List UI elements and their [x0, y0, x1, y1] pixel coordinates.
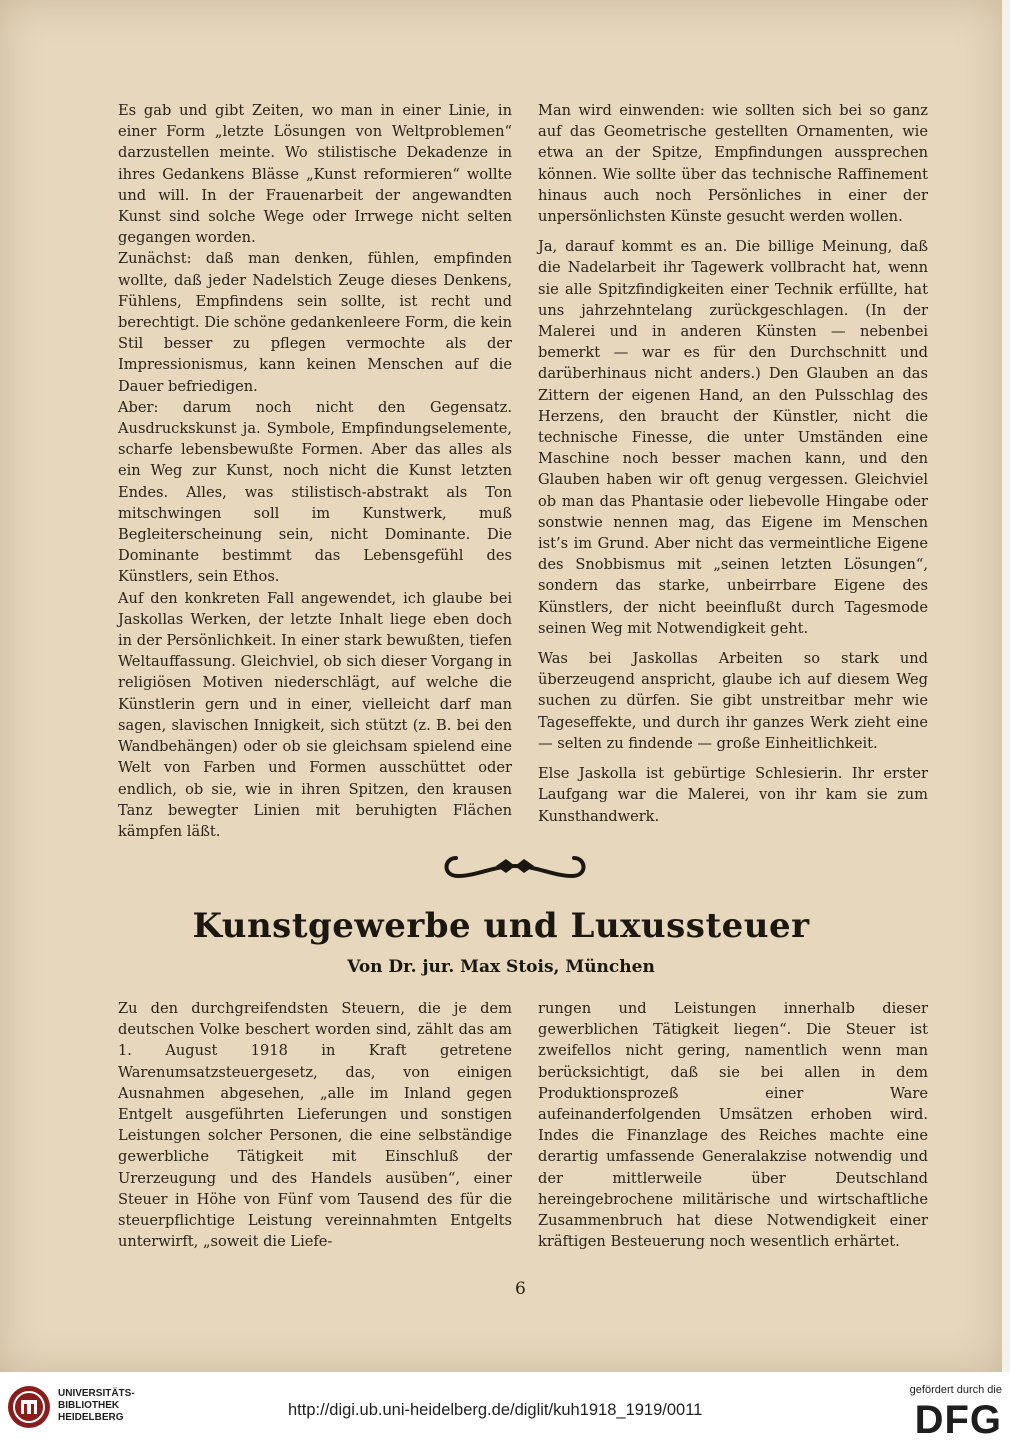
article-one-left-column [118, 100, 512, 842]
library-name [58, 1388, 135, 1424]
library-seal-icon [6, 1384, 52, 1430]
paragraph: Was bei Jaskollas Arbeiten so stark und überzeugend anspricht, glaube ich auf diesem Weg suchen zu dürfen. Sie gibt unstreitbar mehr wie Tageseffekte, und durch ihr ganzes Werk zieht eine — selten zu findende — große Einheitlichkeit. [538, 650, 928, 752]
article-two-right-column [538, 998, 928, 1252]
sponsor-text: gefördert durch die [909, 1384, 1002, 1396]
page-number: 6 [515, 1279, 526, 1299]
library-name-line: BIBLIOTHEK [58, 1400, 120, 1411]
article-one-right-column [538, 100, 928, 827]
paragraph: Zunächst: daß man denken, fühlen, empfinden wollte, daß jeder Nadelstich Zeuge dieses Denkens, Fühlens, Empfindens sein sollte, ist recht und berechtigt. Die schöne gedankenleere Form, die kein Stil besser zu pflegen vermochte als der Impressionismus, kann keinen Menschen auf die Dauer befriedigen. [118, 250, 512, 395]
paragraph: Man wird einwenden: wie sollten sich bei so ganz auf das Geometrische gestellten Ornamenten, wie etwa an der Spitze, Empfindungen aussprechen können. Wie sollte über das technische Raffinement hinaus auch noch Persönliches in einer der unpersönlichsten Künste gesucht werden wollen. [538, 102, 928, 226]
permalink-url[interactable]: http://digi.ub.uni-heidelberg.de/diglit/kuh1918_1919/0011 [288, 1401, 703, 1419]
dfg-logo: DFG [914, 1398, 1002, 1442]
page-edge [1002, 0, 1010, 1372]
paragraph: Auf den konkreten Fall angewendet, ich glaube bei Jaskollas Werken, der letzte Inhalt liege eben doch in der Persönlichkeit. In einer stark bewußten, tiefen Weltauffassung. Gleichviel, ob sich dieser Vorgang in religiösen Motiven niederschlägt, auf welche die Künstlerin gern und in einer, vielleicht darf man sagen, slavischen Innigkeit, sich stützt (z. B. bei den Wandbehängen) oder ob sie gleichsam spielend eine Welt von Farben und Formen ausschüttet oder endlich, ob sie, wie in ihren Spitzen, den krausen Tanz bewegter Linien mit beruhigten Flächen kämpfen läßt. [118, 589, 512, 840]
paragraph: rungen und Leistungen innerhalb dieser gewerblichen Tätigkeit liegen“. Die Steuer ist zweifellos nicht gering, namentlich wenn man berücksichtigt, daß sie bei allen in dem Produktionsprozeß einer Ware aufeinanderfolgenden Umsätzen erhoben wird. Indes die Finanzlage des Reiches machte eine derartig umfassende Generalakzise notwendig und der mittlerweile über Deutschland hereingebrochene militärische und wirtschaftliche Zusammenbruch hat diese Notwendigkeit einer kräftigen Besteuerung noch wesentlich erhärtet. [538, 1000, 928, 1251]
footer-bar [0, 1372, 1010, 1453]
article-title: Kunstgewerbe und Luxussteuer [192, 906, 810, 946]
paragraph: Ja, darauf kommt es an. Die billige Meinung, daß die Nadelarbeit ihr Tagewerk vollbracht hat, wenn sie alle Spitzfindigkeiten einer Technik erfüllte, hat uns jahrzehntelang zurückgeschlagen. (In der Malerei und in anderen Künsten — nebenbei bemerkt — war es für den Durchschnitt und darüberhinaus nicht anders.) Den Glauben an das Zittern der eigenen Hand, an den Pulsschlag des Herzens, den braucht der Künstler, nicht die technische Finesse, die unter Umständen eine Maschine noch besser machen kann, und den Glauben haben wir oft genug vergessen. Gleichviel ob man das Phantasie oder liebevolle Hingabe oder sonstwie nennen mag, das Eigene im Menschen ist’s im Grund. Aber nicht das vermeintliche Eigene des Snobbismus mit „seinen letzten Lösungen“, sondern das starke, unbeirrbare Eigene des Künstlers, der nicht beeinflußt durch Tagesmode seinen Weg mit Notwendigkeit geht. [538, 238, 928, 637]
ornament-divider-icon [436, 846, 594, 886]
paragraph: Aber: darum noch nicht den Gegensatz. Ausdruckskunst ja. Symbole, Empfindungselemente, scharfe lebensbewußte Formen. Aber das alles als ein Weg zur Kunst, noch nicht die Kunst letzten Endes. Alles, was stilistisch-abstrakt als Ton mitschwingen soll im Kunstwerk, muß Begleiterscheinung sein, nicht Dominante. Die Dominante bestimmt das Lebensgefühl des Künstlers, sein Ethos. [118, 398, 512, 586]
library-name-line: UNIVERSITÄTS- [58, 1388, 135, 1399]
library-name-line: HEIDELBERG [58, 1412, 124, 1423]
paragraph: Else Jaskolla ist gebürtige Schlesierin. Ihr erster Laufgang war die Malerei, von ihr kam sie zum Kunsthandwerk. [538, 765, 928, 825]
article-byline: Von Dr. jur. Max Stois, München [347, 957, 655, 977]
article-two-left-column [118, 998, 512, 1252]
paragraph: Zu den durchgreifendsten Steuern, die je dem deutschen Volke beschert worden sind, zählt das am 1. August 1918 in Kraft getretene Warenumsatzsteuergesetz, das, von einigen Ausnahmen abgesehen, „alle im Inland gegen Entgelt ausgeführten Lieferungen und sonstigen Leistungen solcher Personen, die eine selbständige gewerbliche Tätigkeit mit Einschluß der Urerzeugung und des Handels ausüben“, einer Steuer in Höhe von Fünf vom Tausend des für die steuerpflichtige Leistung vereinnahmten Entgelts unterwirft, „soweit die Liefe- [118, 1000, 512, 1251]
paragraph: Es gab und gibt Zeiten, wo man in einer Linie, in einer Form „letzte Lösungen von Weltproblemen“ darzustellen meinte. Wo stilistische Dekadenze in ihres Gedankens Blässe „Kunst reformieren“ wollte und will. In der Frauenarbeit der angewandten Kunst sind solche Wege oder Irrwege nicht selten gegangen worden. [118, 102, 512, 247]
